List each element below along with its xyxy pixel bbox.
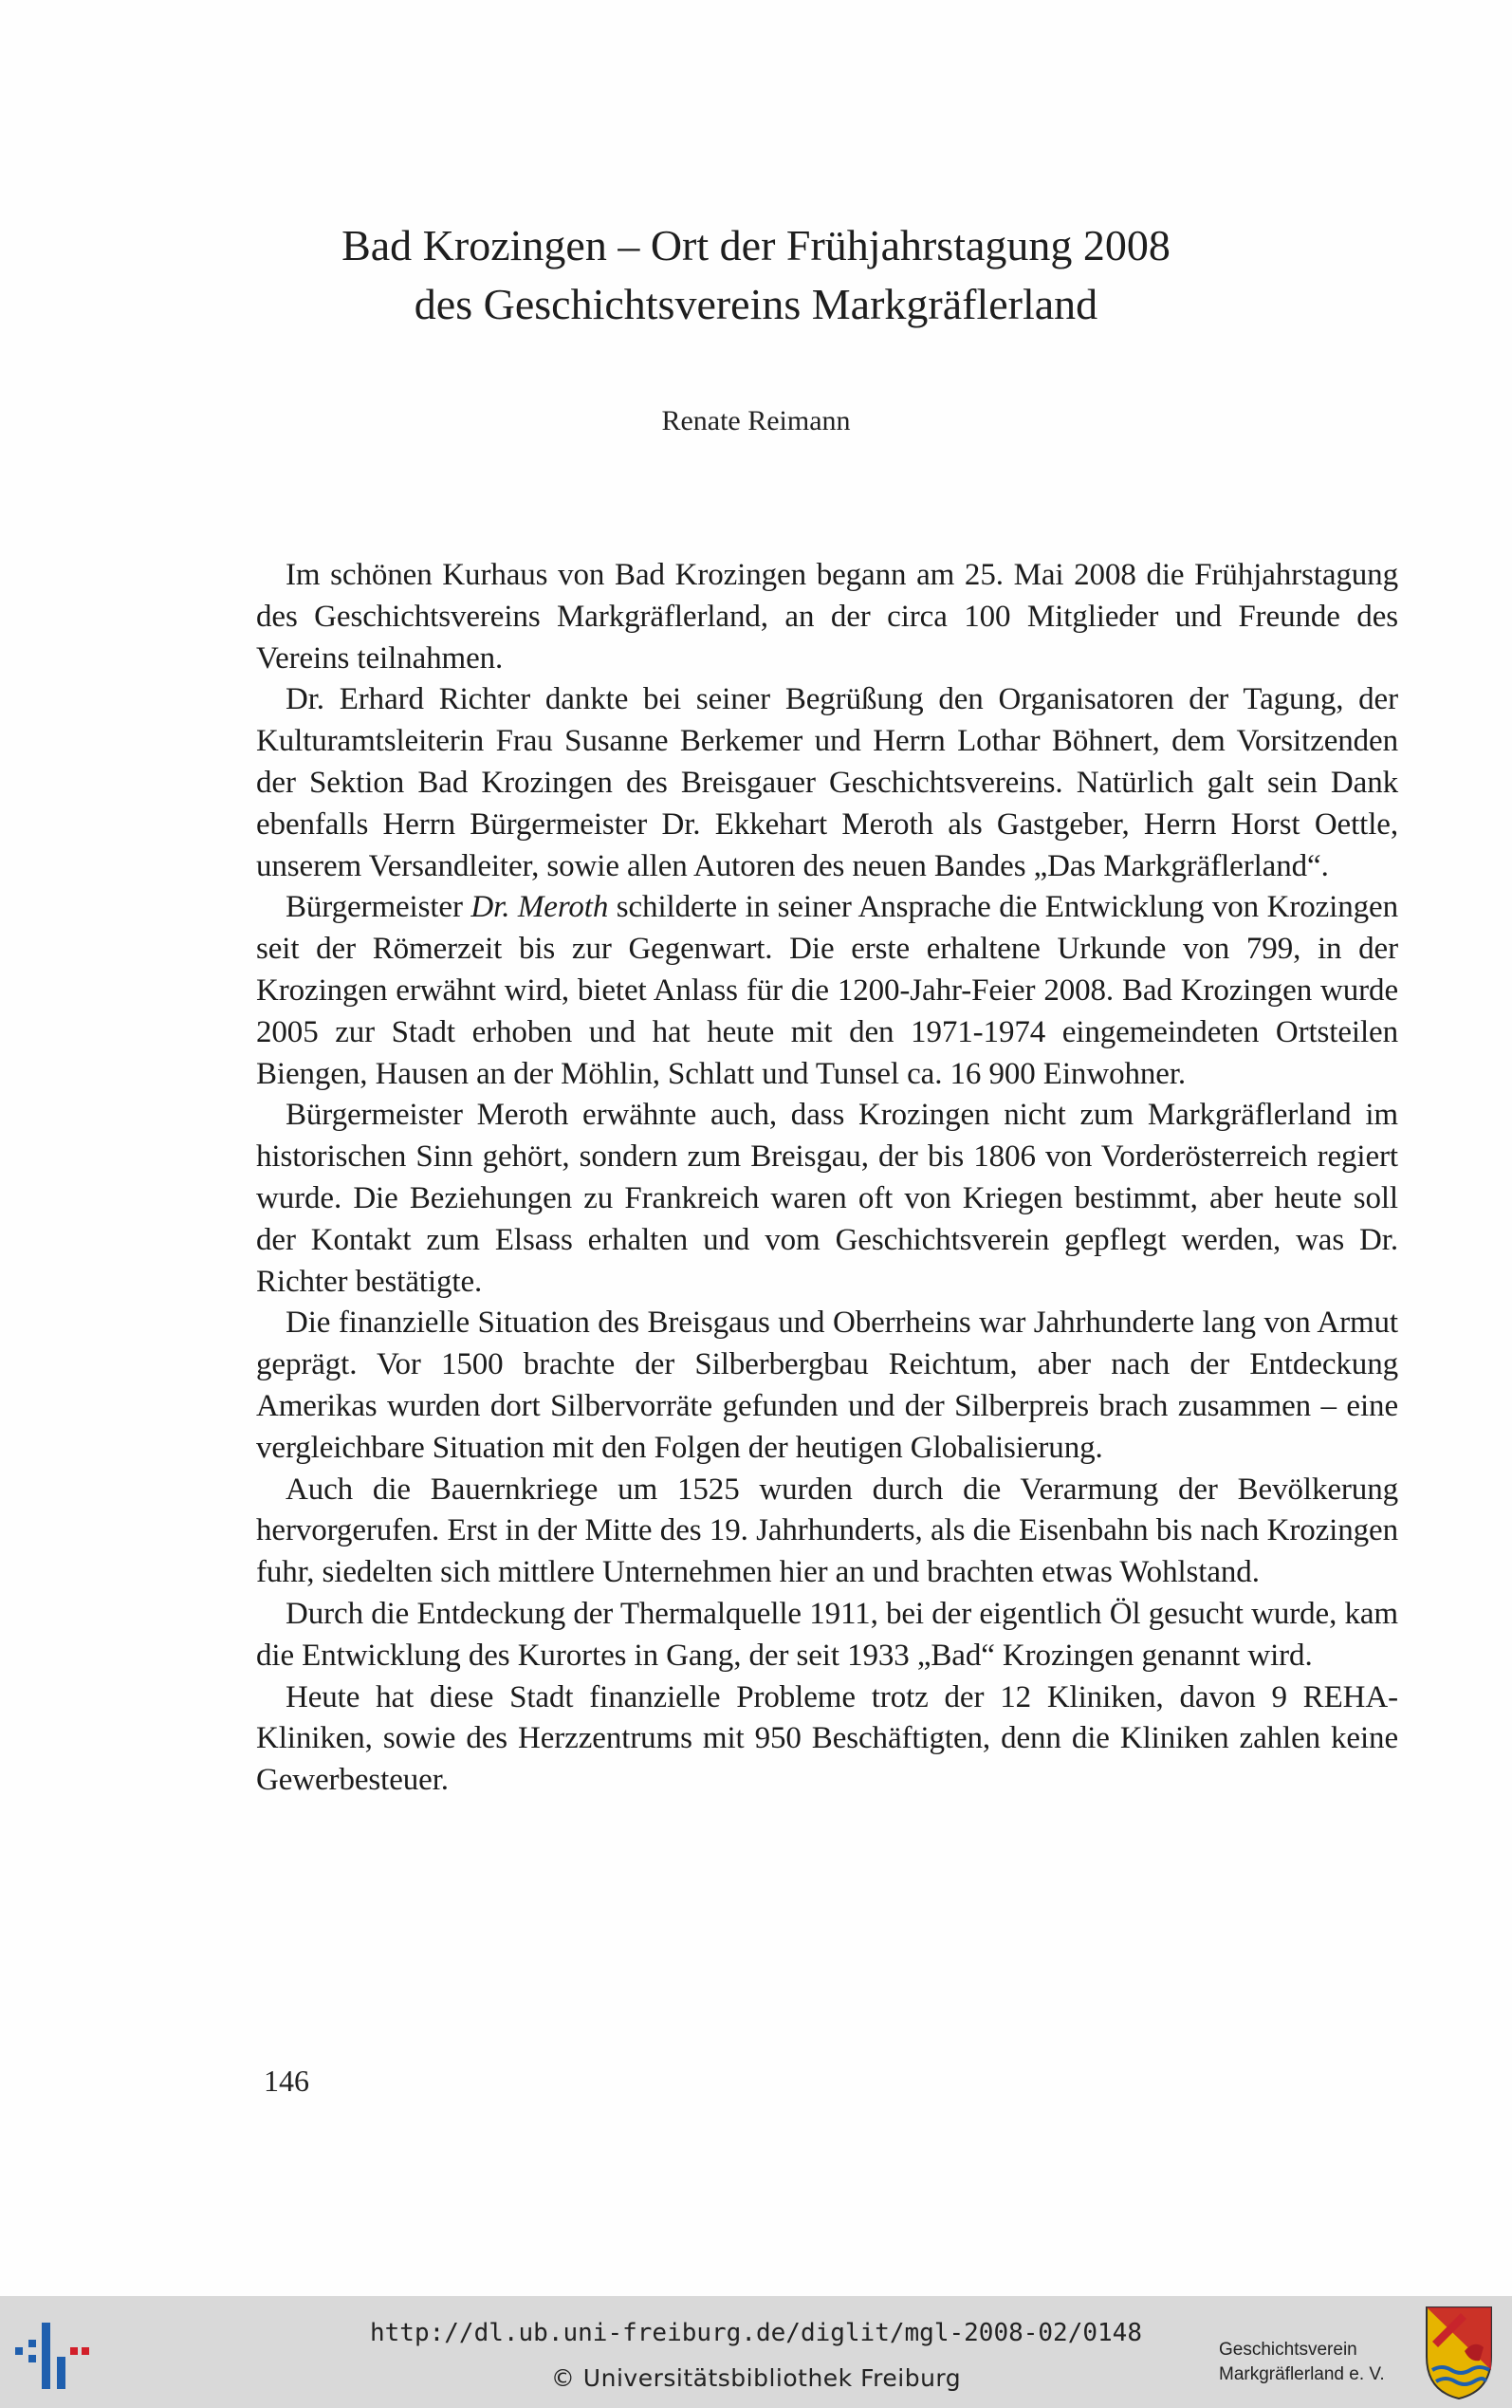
paragraph: Bürgermeister Meroth erwähnte auch, dass Krozingen nicht zum Markgräflerland im historischen Sinn gehört, sondern zum Breisgau, der bis 1806 von Vorderösterreich regiert wurde. Die Beziehungen zu Frankreich waren oft von Kriegen bestimmt, aber heute soll der Kontakt zum Elsass erhalten und vom Geschichtsverein gepflegt werden, was Dr. Richter bestätigte. bbox=[256, 1098, 1398, 1299]
paragraph: Die finanzielle Situation des Breisgaus und Oberrheins war Jahrhunderte lang von Armut geprägt. Vor 1500 brachte der Silberbergbau Reichtum, aber nach der Entdeckung Amerikas wurden dort Silbervorräte gefunden und der Silberpreis brach zusammen – eine vergleichbare Situation mit den Folgen der heutigen Globalisierung. bbox=[256, 1306, 1398, 1465]
paragraph-text: Bürgermeister bbox=[286, 890, 471, 925]
title-line-2: des Geschichtsvereins Markgräflerland bbox=[414, 280, 1098, 328]
footer-bar bbox=[0, 2296, 1512, 2408]
paragraph: Im schönen Kurhaus von Bad Krozingen begann am 25. Mai 2008 die Frühjahrstagung des Geschichtsvereins Markgräflerland, an der circa 100 Mitglieder und Freunde des Vereins teilnahmen. bbox=[256, 558, 1398, 676]
article-body bbox=[256, 555, 1398, 1802]
coat-of-arms-icon bbox=[1423, 2304, 1495, 2400]
paragraph: Heute hat diese Stadt finanzielle Probleme trotz der 12 Kliniken, davon 9 REHA-Kliniken, sowie des Herzzentrums mit 950 Beschäftigten, denn die Kliniken zahlen keine Gewerbesteuer. bbox=[256, 1679, 1398, 1798]
title-line-1: Bad Krozingen – Ort der Frühjahrstagung 2008 bbox=[341, 221, 1171, 269]
italic-name: Dr. Meroth bbox=[470, 890, 609, 925]
society-name-line-2: Markgräflerland e. V. bbox=[1219, 2364, 1385, 2384]
article-author: Renate Reimann bbox=[661, 405, 851, 436]
source-url-link[interactable]: http://dl.ub.uni-freiburg.de/diglit/mgl-2008-02/0148 bbox=[370, 2319, 1142, 2347]
copyright-text: © Universitätsbibliothek Freiburg bbox=[550, 2364, 962, 2392]
paragraph: Dr. Erhard Richter dankte bei seiner Begrüßung den Organisatoren der Tagung, der Kulturamtsleiterin Frau Susanne Berkemer und Herrn Lothar Böhnert, dem Vorsitzenden der Sektion Bad Krozingen des Breisgauer Geschichtsvereins. Natürlich galt sein Dank ebenfalls Herrn Bürgermeister Dr. Ekkehart Meroth als Gastgeber, Herrn Horst Oettle, unserem Versandleiter, sowie allen Autoren des neuen Bandes „Das Markgräflerland“. bbox=[256, 682, 1398, 883]
paragraph-text: schilderte in seiner Ansprache die Entwicklung von Krozingen seit der Römerzeit bis zur Gegenwart. Die erste erhaltene Urkunde von 799, in der Krozingen erwähnt wird, bietet Anlass für die 1200-Jahr-Feier 2008. Bad Krozingen wurde 2005 zur Stadt erhoben und hat heute mit den 1971-1974 eingemeindeten Ortsteilen Biengen, Hausen an der Möhlin, Schlatt und Tunsel ca. 16 900 Einwohner. bbox=[256, 890, 1398, 1091]
page-number: 146 bbox=[264, 2064, 309, 2098]
society-name bbox=[1219, 2338, 1385, 2387]
paragraph: Auch die Bauernkriege um 1525 wurden durch die Verarmung der Bevölkerung hervorgerufen. Erst in der Mitte des 19. Jahrhunderts, als die Eisenbahn bis nach Krozingen fuhr, siedelten sich mittlere Unternehmen hier an und brachten etwas Wohlstand. bbox=[256, 1472, 1398, 1590]
article-title bbox=[0, 216, 1512, 334]
society-name-line-1: Geschichtsverein bbox=[1219, 2340, 1357, 2360]
paragraph: Durch die Entdeckung der Thermalquelle 1911, bei der eigentlich Öl gesucht wurde, kam die Entwicklung des Kurortes in Gang, der seit 1933 „Bad“ Krozingen genannt wird. bbox=[256, 1596, 1398, 1673]
paragraph bbox=[256, 887, 1398, 1095]
